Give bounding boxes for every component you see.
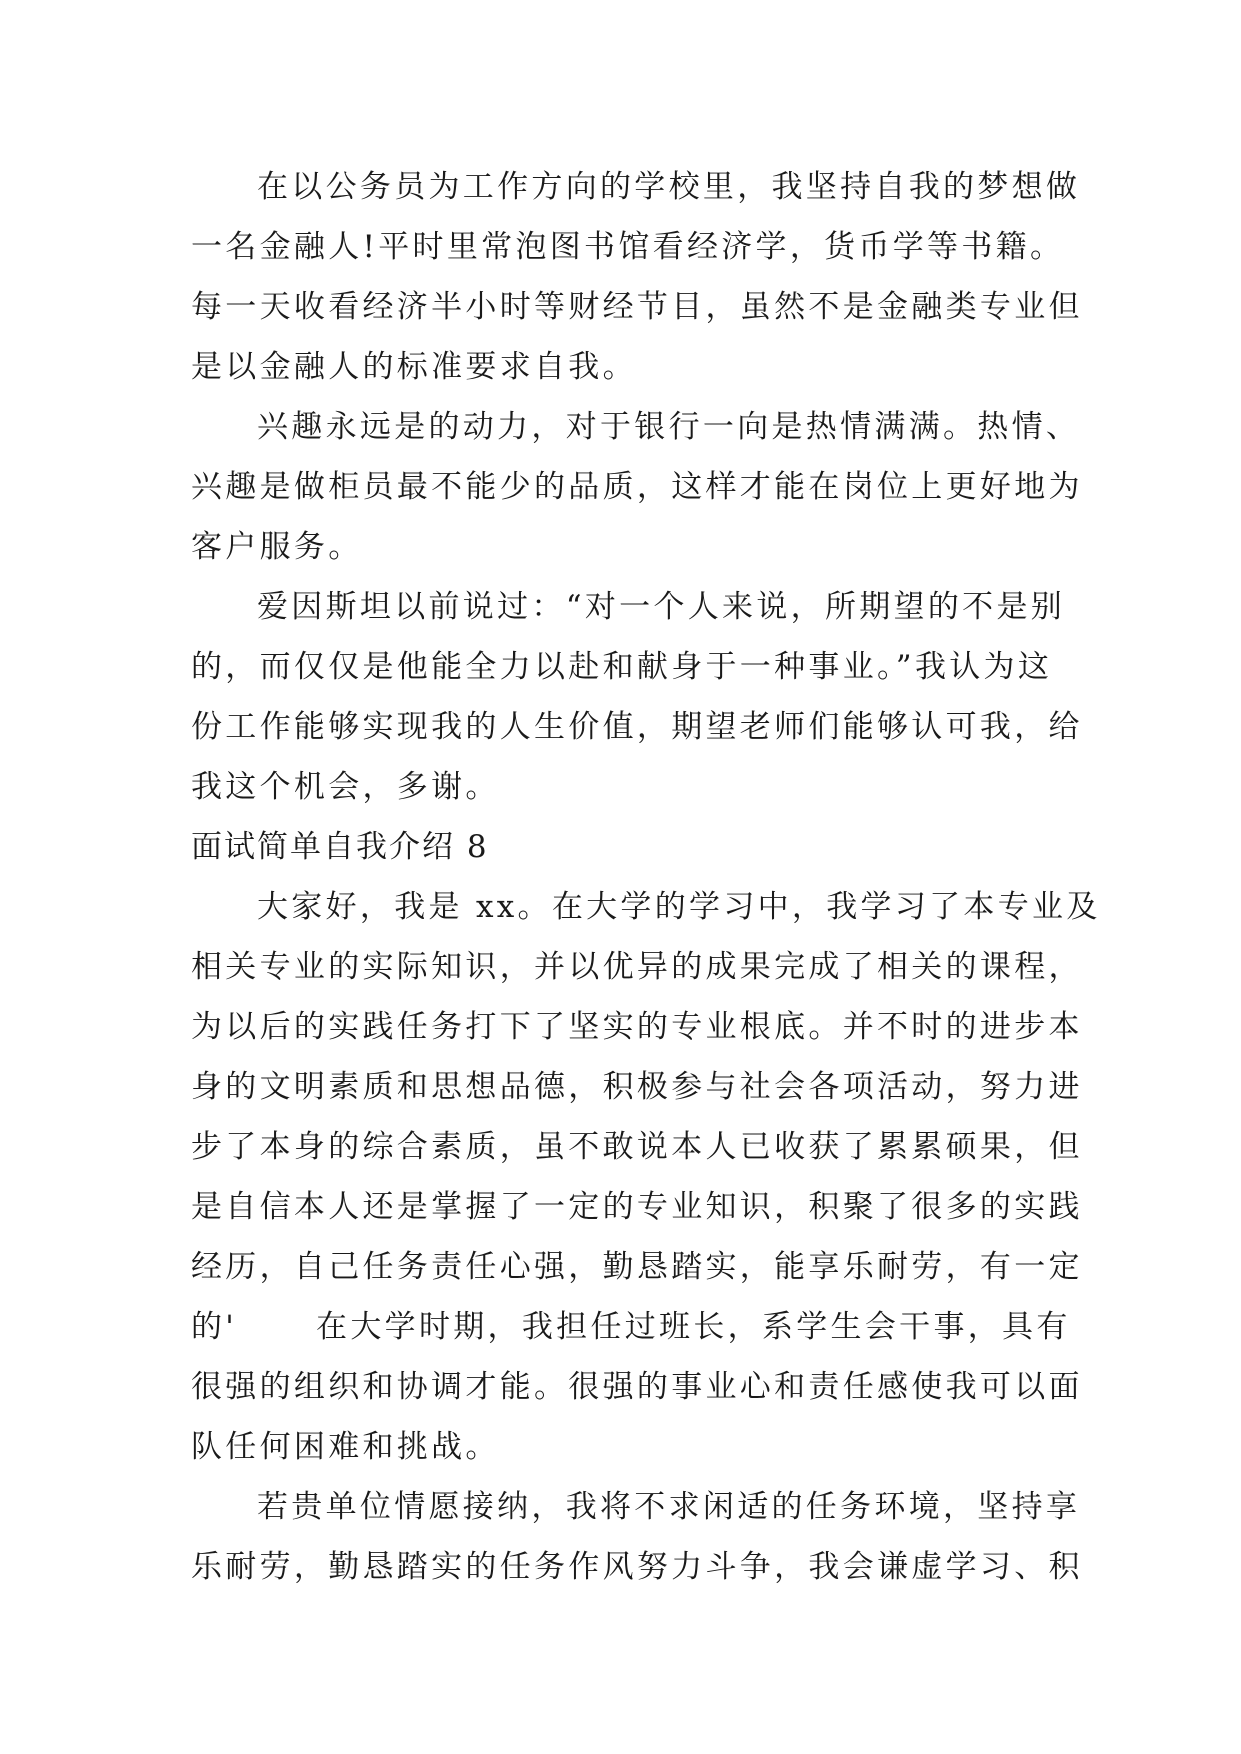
text-line: 客户服务。: [191, 529, 363, 565]
text-line: 我这个机会，多谢。: [191, 769, 500, 805]
text-line: 份工作能够实现我的人生价值，期望老师们能够认可我，给: [191, 709, 1083, 745]
text-line: 在以公务员为工作方向的学校里，我坚持自我的梦想做: [257, 169, 1081, 205]
text-line: 相关专业的实际知识，并以优异的成果完成了相关的课程，: [191, 949, 1083, 985]
document-body: [191, 157, 1101, 1597]
text-line: 的，而仅仅是他能全力以赴和献身于一种事业。”我认为这: [191, 649, 1053, 685]
text-line: 兴趣永远是的动力，对于银行一向是热情满满。热情、: [257, 409, 1081, 445]
section-heading: 面试简单自我介绍 8: [191, 829, 489, 865]
text-line: 队任何困难和挑战。: [191, 1429, 500, 1465]
text-line: 身的文明素质和思想品德，积极参与社会各项活动，努力进: [191, 1069, 1083, 1105]
text-line: 大家好，我是 xx。在大学的学习中，我学习了本专业及: [257, 889, 1101, 925]
text-line: 一名金融人!平时里常泡图书馆看经济学，货币学等书籍。: [191, 229, 1065, 265]
text-line: 若贵单位情愿接纳，我将不求闲适的任务环境，坚持享: [257, 1489, 1081, 1525]
text-line: 的' 在大学时期，我担任过班长，系学生会干事，具有: [191, 1309, 1071, 1345]
text-line: 经历，自己任务责任心强，勤恳踏实，能享乐耐劳，有一定: [191, 1249, 1083, 1285]
text-line: 为以后的实践任务打下了坚实的专业根底。并不时的进步本: [191, 1009, 1083, 1045]
text-line: 每一天收看经济半小时等财经节目，虽然不是金融类专业但: [191, 289, 1083, 325]
text-line: 爱因斯坦以前说过：“对一个人来说，所期望的不是别: [257, 589, 1066, 625]
text-line: 是以金融人的标准要求自我。: [191, 349, 637, 385]
text-line: 步了本身的综合素质，虽不敢说本人已收获了累累硕果，但: [191, 1129, 1083, 1165]
text-line: 很强的组织和协调才能。很强的事业心和责任感使我可以面: [191, 1369, 1083, 1405]
text-line: 是自信本人还是掌握了一定的专业知识，积聚了很多的实践: [191, 1189, 1083, 1225]
text-line: 乐耐劳，勤恳踏实的任务作风努力斗争，我会谦虚学习、积: [191, 1549, 1083, 1585]
text-line: 兴趣是做柜员最不能少的品质，这样才能在岗位上更好地为: [191, 469, 1083, 505]
